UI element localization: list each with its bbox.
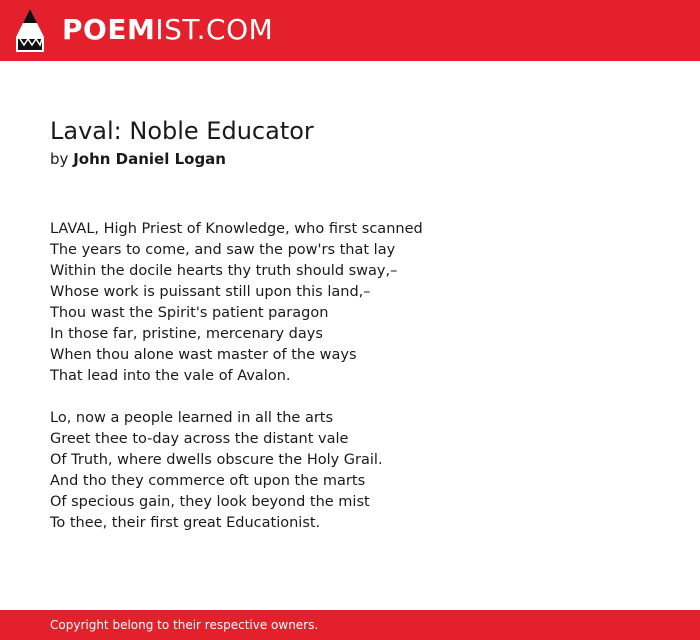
poem-line: Lo, now a people learned in all the arts [50, 410, 334, 426]
copyright-text: Copyright belong to their respective owners. [50, 618, 319, 632]
poem-line: Of Truth, where dwells obscure the Holy Grail. [50, 452, 383, 468]
author-name: John Daniel Logan [73, 150, 226, 168]
poem-line: In those far, pristine, mercenary days [50, 326, 323, 342]
logo-bold-text: POEM [62, 13, 156, 46]
poem-line: The years to come, and saw the pow'rs that lay [50, 242, 396, 258]
poem-line: Greet thee to-day across the distant vale [50, 431, 349, 447]
poem-line: LAVAL, High Priest of Knowledge, who first scanned [50, 221, 423, 237]
poem-body [50, 219, 650, 555]
poem-line: And tho they commerce oft upon the marts [50, 473, 366, 489]
poem-title: Laval: Noble Educator [50, 117, 314, 145]
poem-line: That lead into the vale of Avalon. [50, 368, 291, 384]
poem-line: To thee, their first great Educationist. [50, 515, 321, 531]
poem-line: Thou wast the Spirit's patient paragon [50, 305, 329, 321]
site-footer [0, 610, 700, 640]
byline-prefix: by [50, 150, 69, 168]
byline [50, 148, 226, 170]
poem-line: Within the docile hearts thy truth should sway,– [50, 263, 398, 279]
stanza-1 [50, 219, 650, 387]
poem-line: When thou alone wast master of the ways [50, 347, 357, 363]
logo-light-text: IST.COM [155, 13, 274, 46]
pencil-icon[interactable] [16, 9, 44, 52]
site-logo[interactable] [62, 13, 273, 47]
site-header [0, 0, 700, 61]
stanza-2 [50, 408, 650, 534]
poem-line: Of specious gain, they look beyond the mist [50, 494, 370, 510]
poem-line: Whose work is puissant still upon this land,– [50, 284, 371, 300]
